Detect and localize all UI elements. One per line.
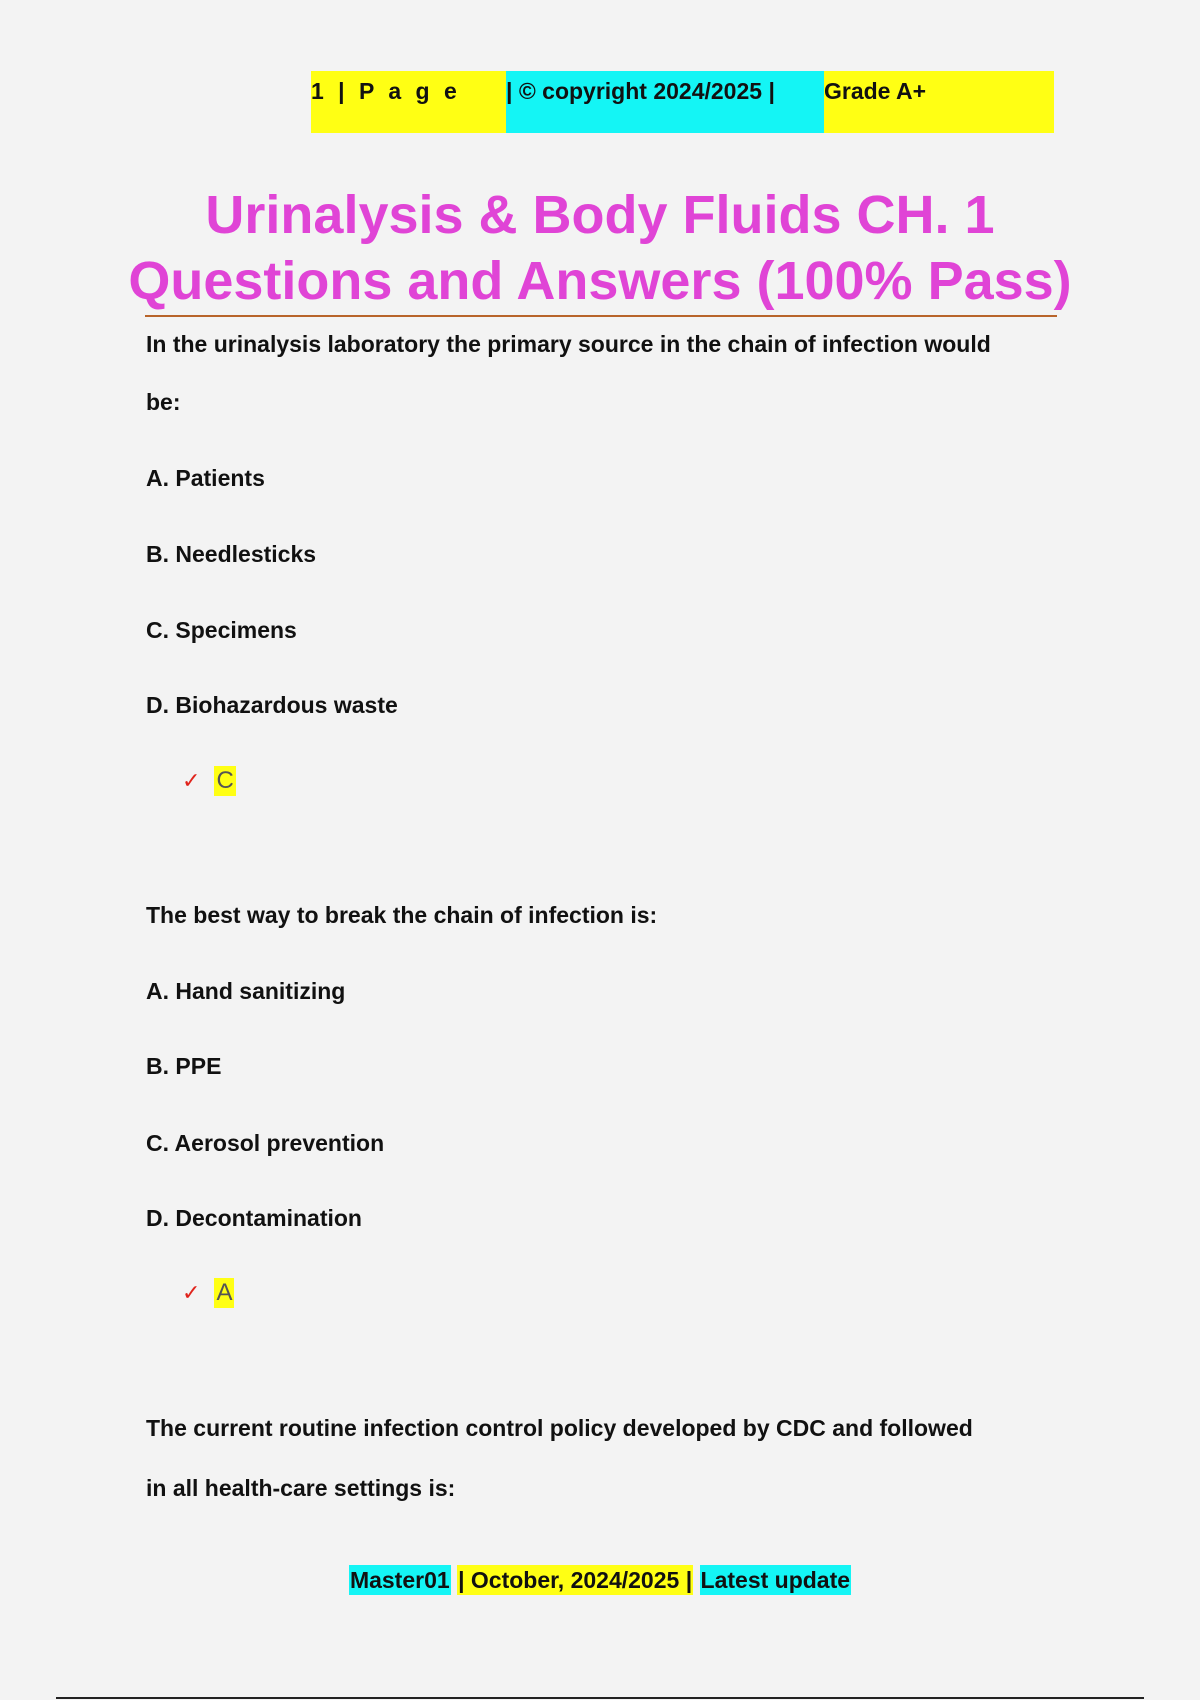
question-2-option-b: B. PPE xyxy=(146,1053,222,1079)
question-3-stem-line-2: in all health-care settings is: xyxy=(146,1475,456,1501)
page-footer xyxy=(0,1567,1200,1594)
title-line-2: Questions and Answers (100% Pass) xyxy=(128,251,1072,311)
question-1-option-b: B. Needlesticks xyxy=(146,541,317,567)
footer-update: Latest update xyxy=(700,1567,851,1593)
question-2-stem: The best way to break the chain of infection is: xyxy=(146,902,658,928)
check-icon: ✓ xyxy=(182,768,201,793)
bottom-divider xyxy=(56,1697,1144,1699)
question-2-answer xyxy=(182,1278,234,1308)
title-divider xyxy=(145,315,1057,317)
grade-label: Grade A+ xyxy=(824,71,1054,133)
question-2-option-a: A. Hand sanitizing xyxy=(146,978,346,1004)
question-1-stem-line-2: be: xyxy=(146,389,181,415)
title-line-1: Urinalysis & Body Fluids CH. 1 xyxy=(205,185,995,245)
footer-date: | October, 2024/2025 | xyxy=(458,1567,693,1593)
question-2-option-d: D. Decontamination xyxy=(146,1205,362,1231)
question-1-answer xyxy=(182,766,236,796)
document-title xyxy=(0,182,1200,314)
footer-author: Master01 xyxy=(349,1567,450,1593)
question-1-option-d: D. Biohazardous waste xyxy=(146,692,398,718)
copyright-notice: | © copyright 2024/2025 | xyxy=(506,71,824,133)
question-1-option-c: C. Specimens xyxy=(146,617,297,643)
question-3-stem-line-1: The current routine infection control policy developed by CDC and followed xyxy=(146,1415,973,1441)
question-2-option-c: C. Aerosol prevention xyxy=(146,1130,385,1156)
check-icon: ✓ xyxy=(182,1280,201,1305)
question-1-answer-letter: C xyxy=(216,767,234,794)
question-2-answer-letter: A xyxy=(216,1279,233,1306)
page-number-text: 1 | P a g e xyxy=(311,78,461,104)
page-number xyxy=(311,71,506,133)
question-1-stem-line-1: In the urinalysis laboratory the primary source in the chain of infection would xyxy=(146,331,991,357)
question-1-option-a: A. Patients xyxy=(146,465,265,491)
page-header xyxy=(311,71,1054,133)
